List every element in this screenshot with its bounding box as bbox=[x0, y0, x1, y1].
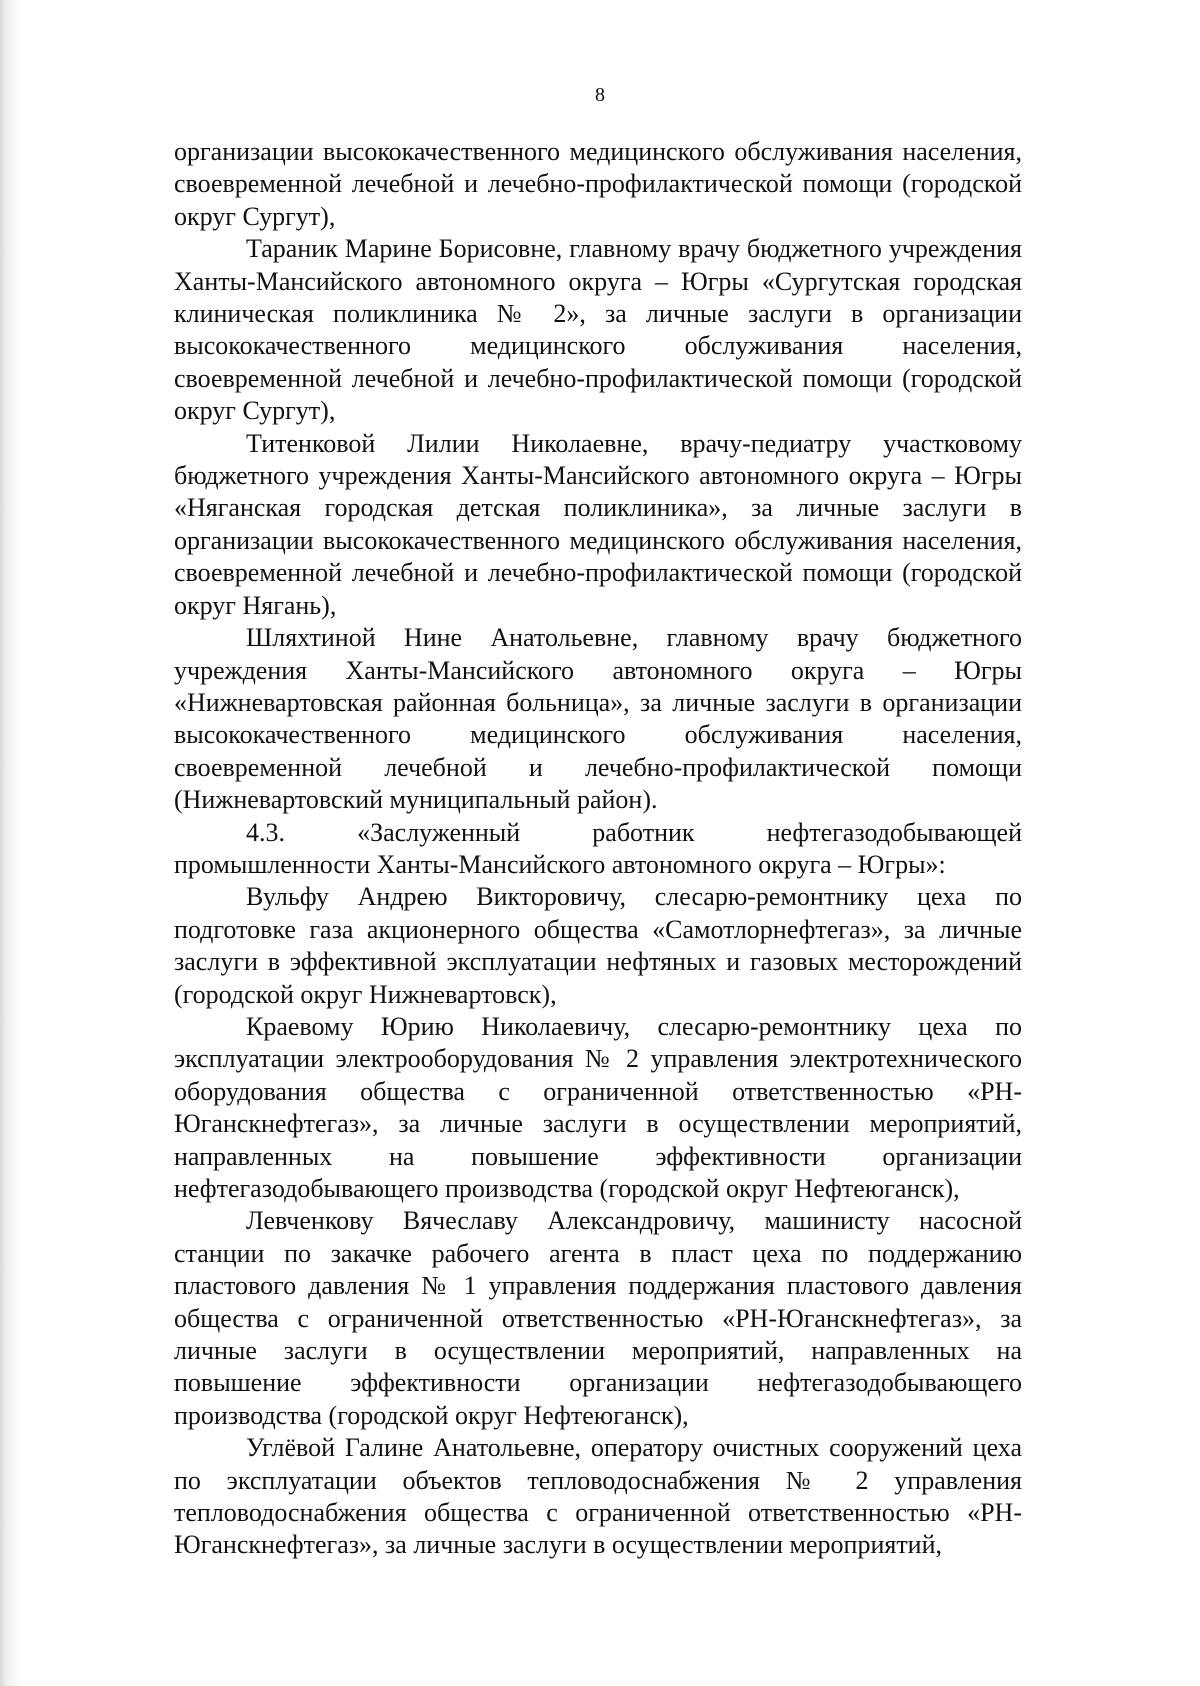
page-number: 8 bbox=[595, 84, 605, 106]
paragraph-uglyova: Углёвой Галине Анатольевне, оператору очистных сооружений цеха по эксплуатации объектов тепловодоснабжения № 2 управления тепловодоснабжения общества с ограниченной ответственностью «РН-Юганскнефтегаз», за личные заслуги в осуществлении мероприятий, bbox=[174, 1433, 1022, 1560]
paragraph-vulf: Вульфу Андрею Викторовичу, слесарю-ремонтнику цеха по подготовке газа акционерного общества «Самотлорнефтегаз», за личные заслуги в эффективной эксплуатации нефтяных и газовых месторождений (городской округ Нижневартовск), bbox=[174, 882, 1022, 1009]
paragraph-taranik: Тараник Марине Борисовне, главному врачу бюджетного учреждения Ханты-Мансийского автономного округа – Югры «Сургутская городская клиническая поликлиника № 2», за личные заслуги в организации высококачественного медицинского обслуживания населения, своевременной лечебной и лечебно-профилактической помощи (городской округ Сургут), bbox=[174, 234, 1022, 426]
document-body bbox=[174, 136, 1022, 1562]
paragraph-titenkova: Титенковой Лилии Николаевне, врачу-педиатру участковому бюджетного учреждения Ханты-Мансийского автономного округа – Югры «Няганская городская детская поликлиника», за личные заслуги в организации высококачественного медицинского обслуживания населения, своевременной лечебной и лечебно-профилактической помощи (городской округ Нягань), bbox=[174, 428, 1022, 620]
paragraph-kraevoy: Краевому Юрию Николаевичу, слесарю-ремонтнику цеха по эксплуатации электрооборудования № 2 управления электротехнического оборудования общества с ограниченной ответственностью «РН-Юганскнефтегаз», за личные заслуги в осуществлении мероприятий, направленных на повышение эффективности организации нефтегазодобывающего производства (городской округ Нефтеюганск), bbox=[174, 1011, 1022, 1203]
paragraph-shlyakhtina: Шляхтиной Нине Анатольевне, главному врачу бюджетного учреждения Ханты-Мансийского автономного округа – Югры «Нижневартовская районная больница», за личные заслуги в организации высококачественного медицинского обслуживания населения, своевременной лечебной и лечебно-профилактической помощи (Нижневартовский муниципальный район). bbox=[174, 623, 1022, 815]
paragraph-continuation: организации высококачественного медицинского обслуживания населения, своевременной лечебной и лечебно-профилактической помощи (городской округ Сургут), bbox=[174, 137, 1022, 231]
scan-edge-shadow bbox=[0, 0, 22, 1686]
paragraph-levchenkov: Левченкову Вячеславу Александровичу, машинисту насосной станции по закачке рабочего агента в пласт цеха по поддержанию пластового давления № 1 управления поддержания пластового давления общества с ограниченной ответственностью «РН-Юганскнефтегаз», за личные заслуги в осуществлении мероприятий, направленных на повышение эффективности организации нефтегазодобывающего производства (городской округ Нефтеюганск), bbox=[174, 1206, 1022, 1430]
section-heading-4-3: 4.3. «Заслуженный работник нефтегазодобывающей промышленности Ханты-Мансийского автономного округа – Югры»: bbox=[174, 817, 1022, 879]
